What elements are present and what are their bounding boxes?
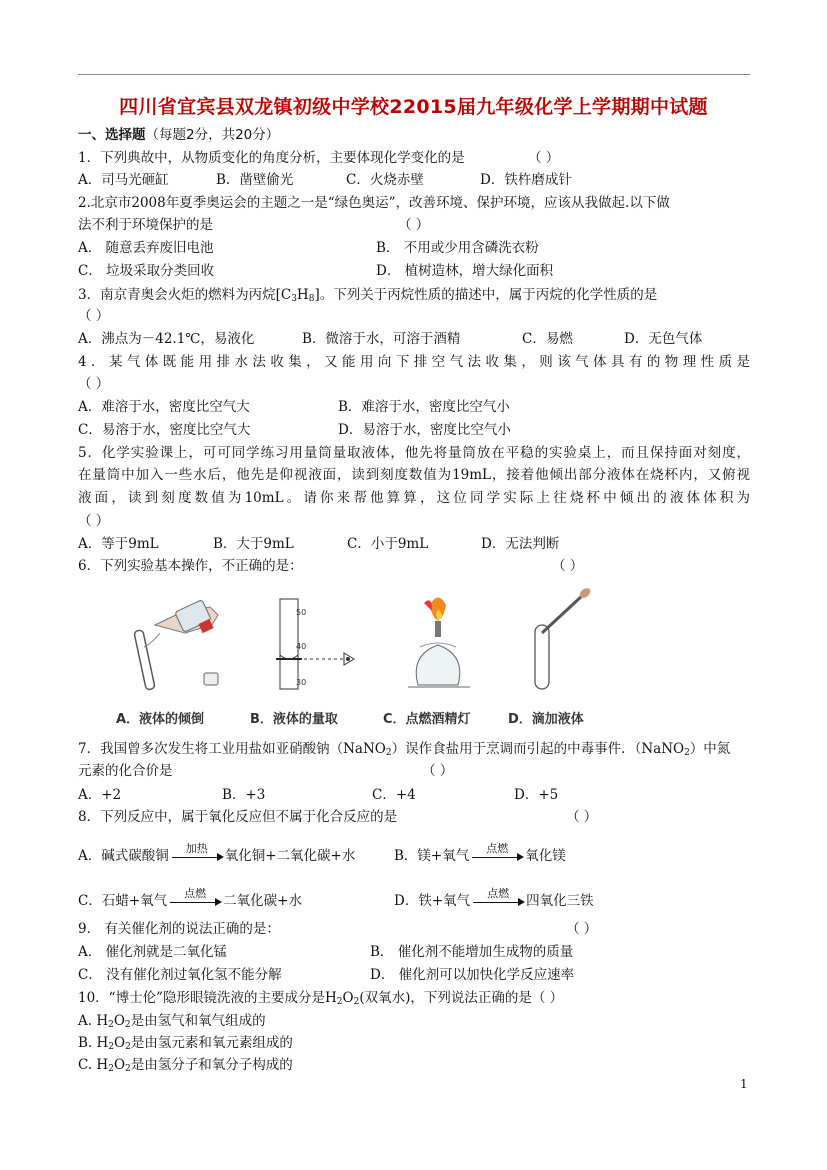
q5-option-c: C．小于9mL	[347, 536, 429, 552]
q7-sub2: 2	[684, 748, 690, 758]
alcohol-lamp-illustration	[390, 585, 510, 705]
reaction-arrow	[168, 886, 222, 911]
q10-a-formula-o: O	[113, 1013, 125, 1029]
figure-caption-b: B．液体的量取	[250, 712, 338, 727]
q8-d-product: 四氧化三铁	[526, 893, 594, 909]
q10-option-b	[78, 1034, 293, 1056]
q7-stem-part3: ）中氮	[689, 741, 731, 757]
q1-option-b: B．凿壁偷光	[216, 172, 294, 188]
reaction-condition: 点燃	[184, 886, 207, 900]
q8-option-d	[394, 886, 594, 911]
q9-option-a: A． 催化剂就是二氧化锰	[78, 944, 228, 960]
q8-answer-paren: （ ）	[566, 809, 598, 825]
q10-c-text: 是由氢分子和氧分子构成的	[130, 1057, 293, 1073]
tick-label-30: 30	[296, 678, 307, 687]
q10-b-sub1: 2	[108, 1042, 115, 1052]
dropper-illustration	[515, 585, 625, 705]
reaction-arrow	[470, 841, 524, 866]
figure-caption-d: D．滴加液体	[508, 712, 584, 727]
section-note: （每题2分，共20分）	[145, 127, 280, 143]
q1-option-d: D．铁杵磨成针	[480, 172, 572, 188]
q2-option-a: A． 随意丢弃废旧电池	[78, 240, 214, 256]
q7-stem-part2: ）误作食盐用于烹调而引起的中毒事件．（NaNO	[391, 741, 685, 757]
q3-option-b: B．微溶于水，可溶于酒精	[302, 331, 461, 347]
q3-option-a: A．沸点为－42.1℃，易液化	[78, 331, 255, 347]
q8-b-product: 氧化镁	[525, 848, 566, 864]
header-rule	[78, 74, 750, 75]
q7-sub1: 2	[385, 748, 392, 758]
q4-option-c: C．易溶于水，密度比空气大	[78, 422, 251, 438]
q7-option-b: B．+3	[222, 787, 266, 803]
q4-option-d: D．易溶于水，密度比空气小	[338, 422, 511, 438]
q8-option-c	[78, 886, 302, 911]
page-number: 1	[740, 1077, 748, 1091]
q9-option-d: D． 催化剂可以加快化学反应速率	[370, 967, 575, 983]
q8-c-reactant: C．石蜡+氧气	[78, 893, 168, 909]
q5-option-b: B．大于9mL	[213, 536, 294, 552]
section-heading	[78, 126, 279, 144]
q3-answer-paren: （ ）	[78, 308, 110, 324]
q2-option-d: D． 植树造林，增大绿化面积	[376, 263, 554, 279]
q9-option-c: C． 没有催化剂过氧化氢不能分解	[78, 967, 282, 983]
q9-option-b: B． 催化剂不能增加生成物的质量	[370, 944, 574, 960]
q7-option-a: A．+2	[78, 787, 122, 803]
q5-option-a: A．等于9mL	[78, 536, 159, 552]
q5-stem-line1: 5．化学实验课上，可可同学练习用量筒量取液体，他先将量筒放在平稳的实验桌上，而且保持面对刻度，	[78, 445, 750, 461]
figure-caption-c: C．点燃酒精灯	[383, 712, 471, 727]
reaction-arrow	[471, 886, 525, 911]
q10-stem-part2: O	[342, 990, 354, 1006]
q5-stem-line3: 液面，读到刻度数值为10mL。请你来帮他算算，这位同学实际上往烧杯中倾出的液体体积为	[78, 490, 750, 506]
q7-stem-line2: 元素的化合价是	[78, 763, 173, 779]
section-label: 一、选择题	[78, 127, 146, 143]
q10-c-sub1: 2	[108, 1064, 114, 1074]
q3-option-c: C．易燃	[522, 331, 573, 347]
q10-c-formula-h: C. H	[78, 1057, 109, 1073]
q8-option-a	[78, 841, 356, 866]
q1-option-c: C．火烧赤壁	[346, 172, 424, 188]
q8-c-product: 二氧化碳+水	[223, 893, 302, 909]
q5-stem-line2: 在量筒中加入一些水后，他先是仰视液面，读到刻度数值为19mL，接着他倾出部分液体在烧杯内，又俯视	[78, 467, 750, 483]
q10-option-c	[78, 1056, 293, 1078]
q5-answer-paren: （ ）	[78, 513, 110, 529]
q8-a-product: 氧化铜+二氧化碳+水	[224, 848, 356, 864]
q5-option-d: D．无法判断	[481, 536, 560, 552]
q10-stem-part3: (双氧水)，下列说法正确的是（ ）	[359, 990, 564, 1006]
q6-figure	[100, 585, 620, 730]
tick-label-40: 40	[296, 642, 307, 651]
q3-stem-part1: 3．南京青奥会火炬的燃料为丙烷[C	[78, 287, 292, 303]
tick-label-50: 50	[296, 608, 307, 617]
q3-stem-part2: H	[296, 287, 309, 303]
q10-b-formula-o: O	[114, 1035, 126, 1051]
q10-a-sub2: 2	[124, 1020, 131, 1030]
q8-d-reactant: D．铁+氧气	[394, 893, 471, 909]
q8-a-reactant: A．碱式碳酸铜	[78, 848, 169, 864]
reaction-condition: 点燃	[486, 841, 509, 855]
q3-stem	[78, 286, 657, 308]
q2-stem-line1: 2.北京市2008年夏季奥运会的主题之一是“绿色奥运”，改善环境、保护环境，应该从我做起.以下做	[78, 195, 670, 211]
q2-option-b: B． 不用或少用含磷洗衣粉	[376, 240, 539, 256]
q9-answer-paren: （ ）	[566, 921, 598, 937]
q10-stem	[78, 989, 563, 1011]
q3-sub2: 8	[308, 294, 315, 304]
q8-option-b	[394, 841, 566, 866]
figure-caption-a: A．液体的倾倒	[116, 712, 205, 727]
q4-option-b: B．难溶于水，密度比空气小	[338, 399, 510, 415]
q10-b-text: 是由氢元素和氧元素组成的	[130, 1035, 293, 1051]
q7-option-d: D．+5	[514, 787, 559, 803]
graduated-cylinder-illustration	[248, 585, 378, 705]
q8-stem: 8．下列反应中，属于氧化反应但不属于化合反应的是	[78, 809, 398, 825]
q2-answer-paren: （ ）	[398, 217, 430, 233]
q4-stem: 4．某气体既能用排水法收集，又能用向下排空气法收集，则该气体具有的物理性质是	[78, 354, 750, 370]
q6-answer-paren: （ ）	[552, 558, 584, 574]
q10-stem-part1: 10．“博士伦”隐形眼镜洗液的主要成分是H	[78, 990, 337, 1006]
q10-c-sub2: 2	[125, 1064, 131, 1074]
q10-a-sub1: 2	[108, 1020, 114, 1030]
q4-answer-paren: （ ）	[78, 376, 110, 392]
q9-stem: 9． 有关催化剂的说法正确的是：	[78, 921, 280, 937]
reaction-condition: 加热	[185, 841, 208, 855]
reaction-condition: 点燃	[487, 886, 510, 900]
q3-stem-part3: ]。下列关于丙烷性质的描述中，属于丙烷的化学性质的是	[314, 287, 658, 303]
q10-b-formula-h: B. H	[78, 1035, 109, 1051]
q7-stem-line1	[78, 740, 730, 762]
reaction-arrow	[170, 841, 224, 866]
q8-b-reactant: B．镁+氧气	[394, 848, 470, 864]
page-title: 四川省宜宾县双龙镇初级中学校22015届九年级化学上学期期中试题	[119, 96, 708, 118]
q10-option-a	[78, 1012, 266, 1034]
q1-stem: 1．下列典故中，从物质变化的角度分析，主要体现化学变化的是	[78, 150, 465, 166]
q6-stem: 6．下列实验基本操作，不正确的是：	[78, 558, 303, 574]
q7-option-c: C．+4	[372, 787, 416, 803]
q1-option-a: A．司马光砸缸	[78, 172, 169, 188]
q3-sub1: 3	[291, 294, 297, 304]
q7-stem-part1: 7．我国曾多次发生将工业用盐如亚硝酸钠（NaNO	[78, 741, 386, 757]
q10-a-formula-h: A. H	[78, 1013, 109, 1029]
q3-option-d: D．无色气体	[624, 331, 703, 347]
q1-answer-paren: （ ）	[528, 150, 560, 166]
q4-option-a: A．难溶于水，密度比空气大	[78, 399, 250, 415]
q10-a-text: 是由氢气和氧气组成的	[130, 1013, 266, 1029]
q2-stem-line2: 法不利于环境保护的是	[78, 217, 213, 233]
q7-answer-paren: （ ）	[422, 763, 454, 779]
q10-sub1: 2	[336, 997, 343, 1007]
q10-b-sub2: 2	[125, 1042, 131, 1052]
pouring-illustration	[100, 585, 240, 705]
q2-option-c: C． 垃圾采取分类回收	[78, 263, 215, 279]
q10-c-formula-o: O	[113, 1057, 126, 1073]
q10-sub2: 2	[353, 997, 360, 1007]
